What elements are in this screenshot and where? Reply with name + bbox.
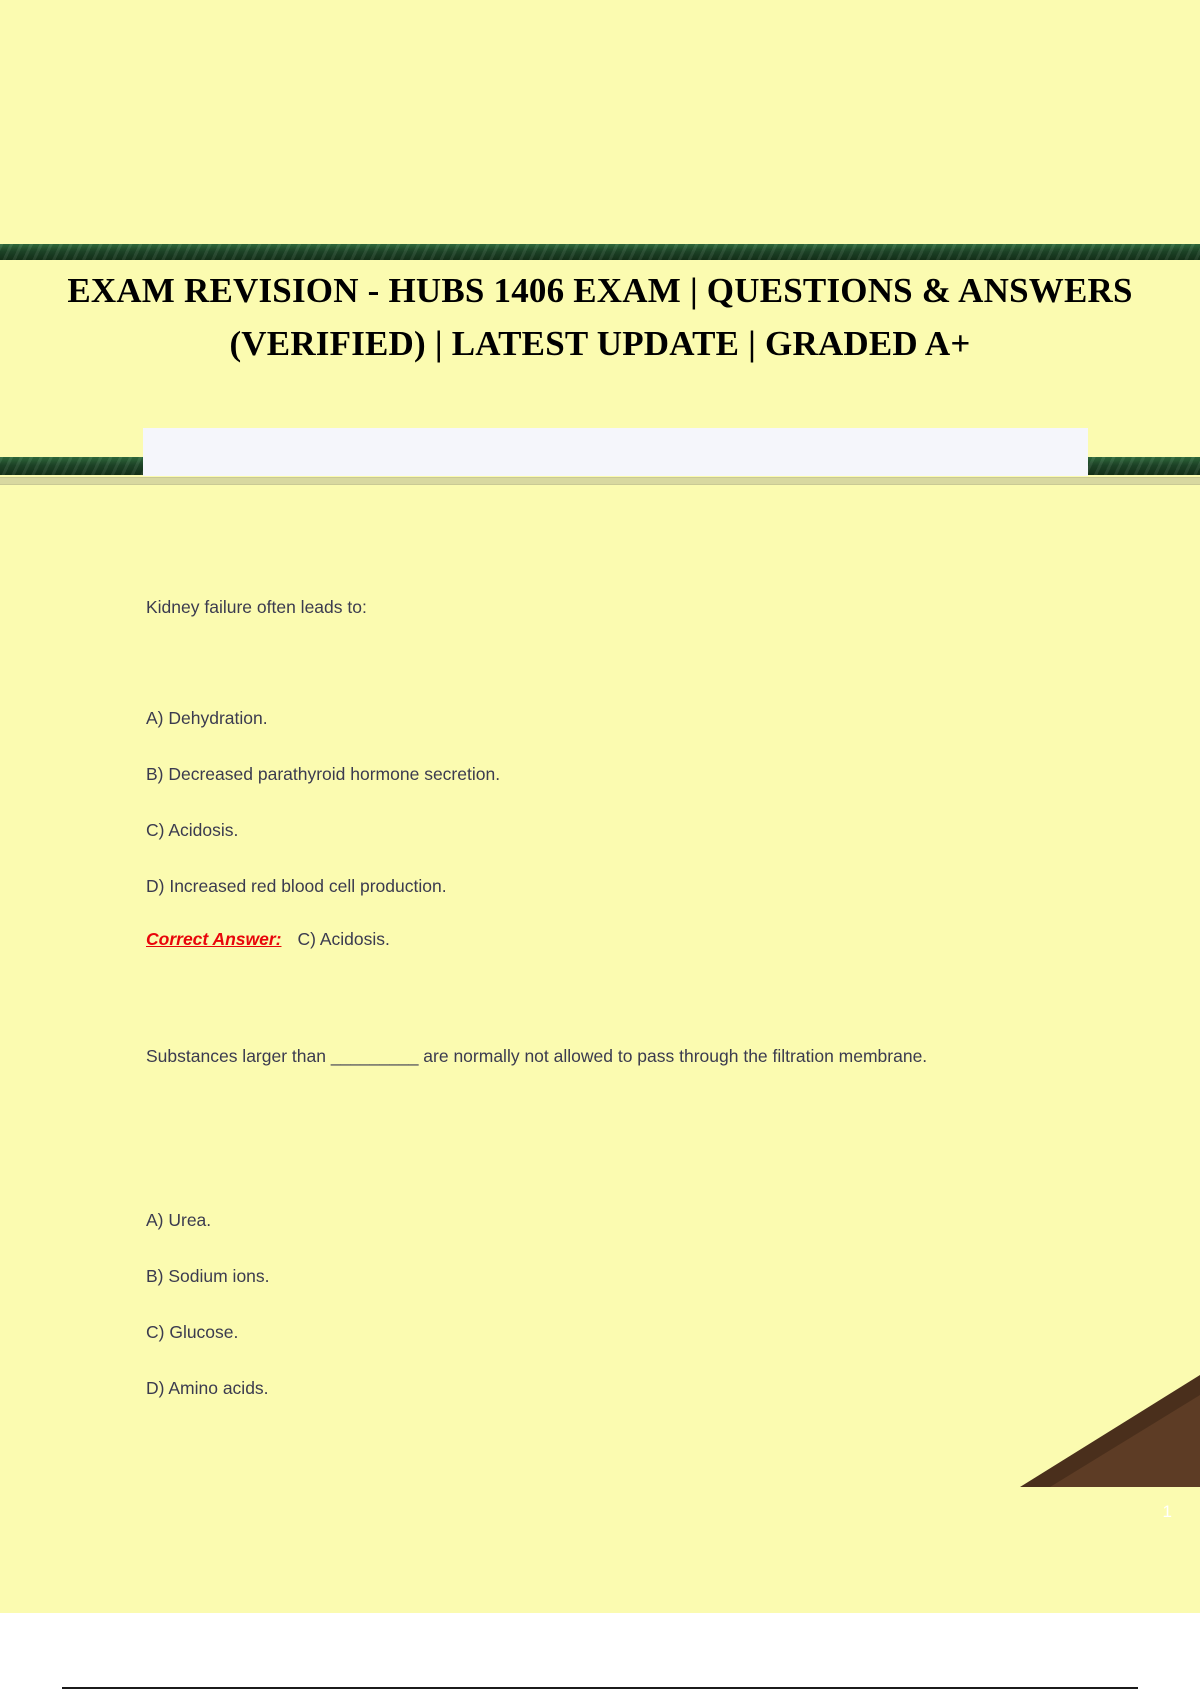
question-2-option-c: C) Glucose. bbox=[146, 1322, 239, 1342]
bottom-rule bbox=[62, 1687, 1138, 1689]
question-1-answer-row bbox=[146, 929, 390, 950]
question-1-option-d: D) Increased red blood cell production. bbox=[146, 876, 447, 896]
page-title: EXAM REVISION - HUBS 1406 EXAM | QUESTIONS & ANSWERS (VERIFIED) | LATEST UPDATE | GRADED A+ bbox=[67, 271, 1133, 364]
question-1-option-b: B) Decreased parathyroid hormone secretion. bbox=[146, 764, 501, 784]
question-1-stem: Kidney failure often leads to: bbox=[146, 597, 367, 617]
question-2-option-d: D) Amino acids. bbox=[146, 1378, 269, 1398]
question-2-stem: Substances larger than _________ are normally not allowed to pass through the filtration membrane. bbox=[146, 1046, 928, 1066]
correct-answer-label: Correct Answer: bbox=[146, 929, 282, 949]
correct-answer-value: C) Acidosis. bbox=[297, 929, 390, 949]
folded-corner-decoration bbox=[1020, 1375, 1200, 1487]
page-number: 1 bbox=[1162, 1502, 1172, 1521]
question-2-option-b: B) Sodium ions. bbox=[146, 1266, 270, 1286]
folded-corner-inner bbox=[1050, 1395, 1200, 1487]
banner-top-rule bbox=[0, 244, 1200, 260]
question-1-option-a: A) Dehydration. bbox=[146, 708, 268, 728]
title-banner bbox=[0, 122, 1200, 370]
question-1-option-c: C) Acidosis. bbox=[146, 820, 239, 840]
empty-field-box[interactable] bbox=[143, 428, 1088, 476]
question-2-option-a: A) Urea. bbox=[146, 1210, 212, 1230]
banner-thin-rule bbox=[0, 477, 1200, 485]
